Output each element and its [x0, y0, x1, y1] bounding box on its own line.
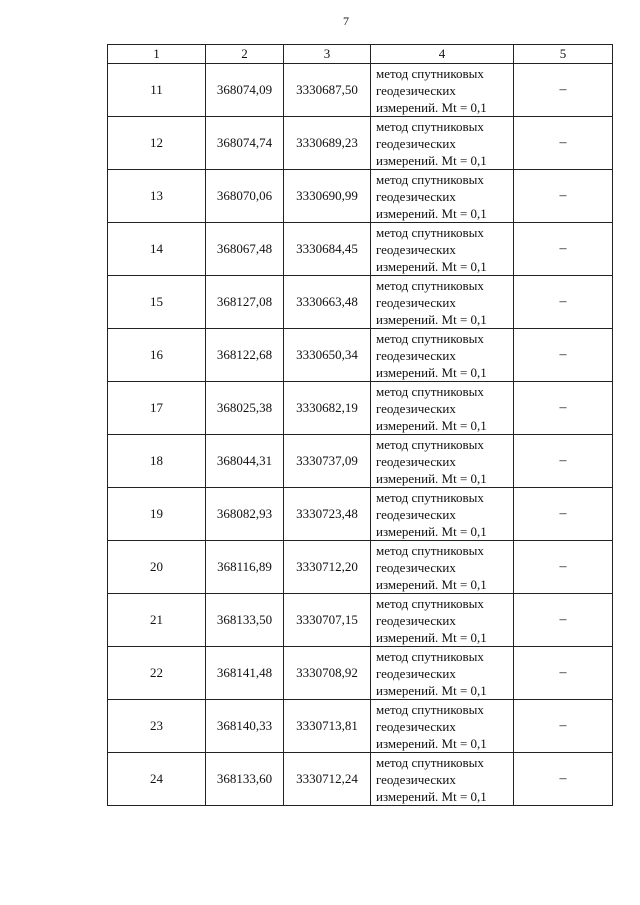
method-line: метод спутниковых: [376, 648, 484, 664]
note-cell: –: [514, 117, 613, 170]
note-cell: –: [514, 170, 613, 223]
coordinate-x-cell: 368074,09: [206, 64, 284, 117]
coordinate-y-cell: 3330713,81: [284, 700, 371, 753]
method-line: метод спутниковых: [376, 65, 484, 81]
method-cell: [371, 382, 514, 435]
table-row: [108, 488, 613, 541]
coordinate-y-cell: 3330663,48: [284, 276, 371, 329]
method-cell: [371, 700, 514, 753]
table-row: [108, 329, 613, 382]
table-row: [108, 435, 613, 488]
point-number-cell: 24: [108, 753, 206, 806]
method-line: измерений. Mt = 0,1: [376, 470, 487, 486]
point-number-cell: 23: [108, 700, 206, 753]
coordinate-x-cell: 368127,08: [206, 276, 284, 329]
method-cell: [371, 276, 514, 329]
table-header-row: [108, 45, 613, 64]
method-line: геодезических: [376, 188, 456, 204]
point-number-cell: 14: [108, 223, 206, 276]
coordinate-x-cell: 368141,48: [206, 647, 284, 700]
method-line: метод спутниковых: [376, 277, 484, 293]
table-row: [108, 170, 613, 223]
method-line: геодезических: [376, 241, 456, 257]
note-cell: –: [514, 435, 613, 488]
method-line: измерений. Mt = 0,1: [376, 417, 487, 433]
point-number-cell: 20: [108, 541, 206, 594]
point-number-cell: 22: [108, 647, 206, 700]
method-line: метод спутниковых: [376, 754, 484, 770]
method-line: метод спутниковых: [376, 224, 484, 240]
method-line: геодезических: [376, 135, 456, 151]
method-line: метод спутниковых: [376, 436, 484, 452]
note-cell: –: [514, 329, 613, 382]
method-cell: [371, 541, 514, 594]
coordinate-y-cell: 3330723,48: [284, 488, 371, 541]
table-row: [108, 382, 613, 435]
coordinate-y-cell: 3330690,99: [284, 170, 371, 223]
coordinate-x-cell: 368116,89: [206, 541, 284, 594]
page-number: 7: [343, 14, 349, 28]
point-number-cell: 18: [108, 435, 206, 488]
coordinate-x-cell: 368122,68: [206, 329, 284, 382]
coordinate-x-cell: 368070,06: [206, 170, 284, 223]
method-line: геодезических: [376, 347, 456, 363]
method-line: метод спутниковых: [376, 383, 484, 399]
coordinate-x-cell: 368044,31: [206, 435, 284, 488]
note-cell: –: [514, 700, 613, 753]
method-line: метод спутниковых: [376, 542, 484, 558]
coordinate-y-cell: 3330712,24: [284, 753, 371, 806]
coordinate-x-cell: 368140,33: [206, 700, 284, 753]
coordinate-x-cell: 368082,93: [206, 488, 284, 541]
method-line: измерений. Mt = 0,1: [376, 152, 487, 168]
coordinate-y-cell: 3330737,09: [284, 435, 371, 488]
note-cell: –: [514, 594, 613, 647]
method-cell: [371, 64, 514, 117]
method-cell: [371, 594, 514, 647]
coordinate-y-cell: 3330707,15: [284, 594, 371, 647]
note-cell: –: [514, 753, 613, 806]
coordinates-table: [107, 44, 613, 806]
method-cell: [371, 647, 514, 700]
method-line: геодезических: [376, 771, 456, 787]
table-row: [108, 700, 613, 753]
method-line: геодезических: [376, 506, 456, 522]
coordinate-x-cell: 368074,74: [206, 117, 284, 170]
note-cell: –: [514, 541, 613, 594]
coordinate-y-cell: 3330687,50: [284, 64, 371, 117]
coordinate-x-cell: 368067,48: [206, 223, 284, 276]
method-line: метод спутниковых: [376, 701, 484, 717]
table-row: [108, 594, 613, 647]
point-number-cell: 12: [108, 117, 206, 170]
point-number-cell: 16: [108, 329, 206, 382]
method-line: метод спутниковых: [376, 489, 484, 505]
column-header: 5: [514, 45, 613, 64]
column-header: 3: [284, 45, 371, 64]
note-cell: –: [514, 647, 613, 700]
column-header: 2: [206, 45, 284, 64]
method-line: геодезических: [376, 559, 456, 575]
coordinate-y-cell: 3330684,45: [284, 223, 371, 276]
method-cell: [371, 488, 514, 541]
table-row: [108, 753, 613, 806]
method-line: измерений. Mt = 0,1: [376, 258, 487, 274]
table-row: [108, 647, 613, 700]
point-number-cell: 17: [108, 382, 206, 435]
method-line: измерений. Mt = 0,1: [376, 682, 487, 698]
method-cell: [371, 223, 514, 276]
method-line: измерений. Mt = 0,1: [376, 311, 487, 327]
method-cell: [371, 117, 514, 170]
table-row: [108, 117, 613, 170]
method-line: измерений. Mt = 0,1: [376, 364, 487, 380]
method-line: метод спутниковых: [376, 330, 484, 346]
point-number-cell: 11: [108, 64, 206, 117]
method-line: метод спутниковых: [376, 595, 484, 611]
method-line: геодезических: [376, 665, 456, 681]
point-number-cell: 21: [108, 594, 206, 647]
coordinate-y-cell: 3330650,34: [284, 329, 371, 382]
method-line: геодезических: [376, 82, 456, 98]
column-header: 4: [371, 45, 514, 64]
method-line: геодезических: [376, 612, 456, 628]
method-line: измерений. Mt = 0,1: [376, 629, 487, 645]
note-cell: –: [514, 223, 613, 276]
coordinate-y-cell: 3330712,20: [284, 541, 371, 594]
table-body: [108, 64, 613, 806]
method-line: измерений. Mt = 0,1: [376, 576, 487, 592]
coordinate-y-cell: 3330708,92: [284, 647, 371, 700]
method-line: геодезических: [376, 453, 456, 469]
coordinate-x-cell: 368133,50: [206, 594, 284, 647]
method-cell: [371, 329, 514, 382]
method-line: измерений. Mt = 0,1: [376, 735, 487, 751]
table-row: [108, 64, 613, 117]
point-number-cell: 19: [108, 488, 206, 541]
note-cell: –: [514, 276, 613, 329]
coordinate-x-cell: 368133,60: [206, 753, 284, 806]
table-row: [108, 541, 613, 594]
note-cell: –: [514, 488, 613, 541]
coordinate-y-cell: 3330689,23: [284, 117, 371, 170]
method-line: метод спутниковых: [376, 171, 484, 187]
table-row: [108, 223, 613, 276]
column-header: 1: [108, 45, 206, 64]
point-number-cell: 15: [108, 276, 206, 329]
method-line: геодезических: [376, 294, 456, 310]
method-line: геодезических: [376, 718, 456, 734]
coordinate-y-cell: 3330682,19: [284, 382, 371, 435]
method-line: геодезических: [376, 400, 456, 416]
method-cell: [371, 170, 514, 223]
method-cell: [371, 753, 514, 806]
note-cell: –: [514, 64, 613, 117]
coordinate-x-cell: 368025,38: [206, 382, 284, 435]
note-cell: –: [514, 382, 613, 435]
table-row: [108, 276, 613, 329]
method-line: измерений. Mt = 0,1: [376, 99, 487, 115]
method-line: измерений. Mt = 0,1: [376, 523, 487, 539]
point-number-cell: 13: [108, 170, 206, 223]
method-cell: [371, 435, 514, 488]
method-line: измерений. Mt = 0,1: [376, 205, 487, 221]
method-line: метод спутниковых: [376, 118, 484, 134]
method-line: измерений. Mt = 0,1: [376, 788, 487, 804]
